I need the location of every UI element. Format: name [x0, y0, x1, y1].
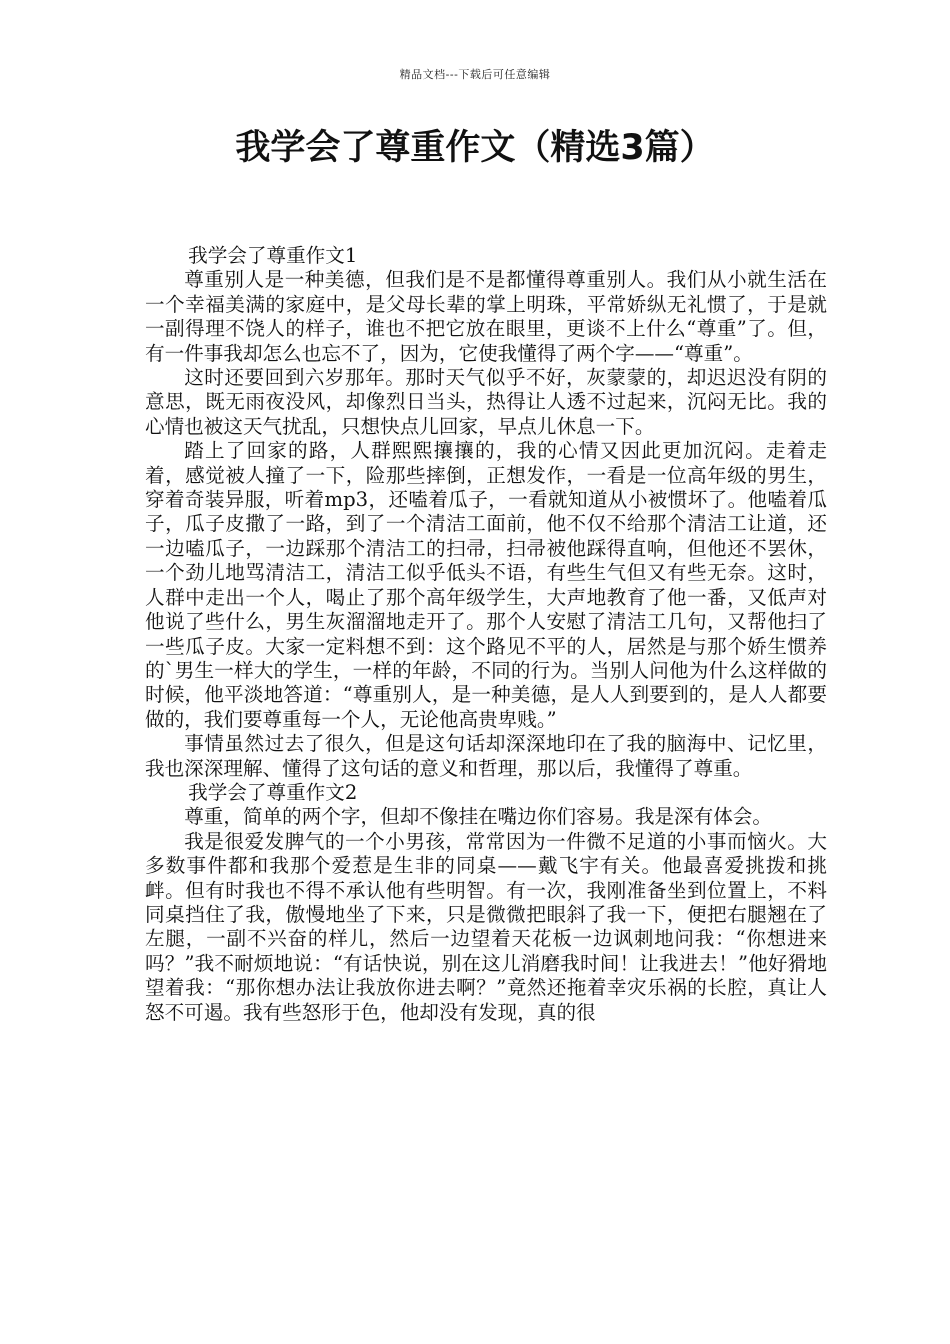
section-heading-2: 我学会了尊重作文2 [188, 780, 358, 804]
paragraph: 尊重，简单的两个字，但却不像挂在嘴边你们容易。我是深有体会。 [184, 805, 772, 829]
section-heading-1: 我学会了尊重作文1 [188, 244, 358, 267]
paragraph: 事情虽然过去了很久，但是这句话却深深地印在了我的脑海中、记忆里，我也深深理解、懂得了这句话的意义和哲理，那以后，我懂得了尊重。 [145, 732, 827, 780]
paragraph: 尊重别人是一种美德，但我们是不是都懂得尊重别人。我们从小就生活在一个幸福美满的家庭中，是父母长辈的掌上明珠，平常娇纵无礼惯了，于是就一副得理不饶人的样子，谁也不把它放在眼里，更谈不上什么“尊重”了。但，有一件事我却怎么也忘不了，因为，它使我懂得了两个字——“尊重”。 [145, 268, 827, 365]
paragraph: 这时还要回到六岁那年。那时天气似乎不好，灰蒙蒙的，却迟迟没有阴的意思，既无雨夜没风，却像烈日当头，热得让人透不过起来，沉闷无比。我的心情也被这天气扰乱，只想快点儿回家，早点儿休息一下。 [145, 366, 827, 438]
page-header: 精品文档---下载后可任意编辑 [399, 68, 551, 81]
paragraph: 我是很爱发脾气的一个小男孩，常常因为一件微不足道的小事而恼火。大多数事件都和我那个爱惹是生非的同桌——戴飞宇有关。他最喜爱挑拨和挑衅。但有时我也不得不承认他有些明智。有一次，我刚准备坐到位置上，不料同桌挡住了我，傲慢地坐了下来，只是微微把眼斜了我一下，便把右腿翘在了左腿，一副不兴奋的样儿，然后一边望着天花板一边讽刺地问我：“你想进来吗？”我不耐烦地说：“有话快说，别在这儿消磨我时间！让我进去！”他好猾地望着我：“那你想办法让我放你进去啊？”竟然还拖着幸灾乐祸的长腔，真让人怒不可遏。我有些怒形于色，他却没有发现，真的很 [145, 829, 827, 1024]
document-body [145, 244, 827, 1025]
document-title: 我学会了尊重作文（精选3篇） [235, 128, 715, 168]
paragraph: 踏上了回家的路，人群熙熙攘攘的，我的心情又因此更加沉闷。走着走着，感觉被人撞了一下，险那些摔倒，正想发作，一看是一位高年级的男生，穿着奇装异服，听着mp3，还嗑着瓜子，一看就知道从小被惯坏了。他嗑着瓜子，瓜子皮撒了一路，到了一个清洁工面前，他不仅不给那个清洁工让道，还一边嗑瓜子，一边踩那个清洁工的扫帚，扫帚被他踩得直响，但他还不罢休，一个劲儿地骂清洁工，清洁工似乎低头不语，有些生气但又有些无奈。这时，人群中走出一个人，喝止了那个高年级学生，大声地教育了他一番，又低声对他说了些什么，男生灰溜溜地走开了。那个人安慰了清洁工几句，又帮他扫了一些瓜子皮。大家一定料想不到：这个路见不平的人，居然是与那个娇生惯养的`男生一样大的学生，一样的年龄，不同的行为。当别人问他为什么这样做的时候，他平淡地答道：“尊重别人，是一种美德，是人人到要到的，是人人都要做的，我们要尊重每一个人，无论他高贵卑贱。” [145, 439, 827, 731]
